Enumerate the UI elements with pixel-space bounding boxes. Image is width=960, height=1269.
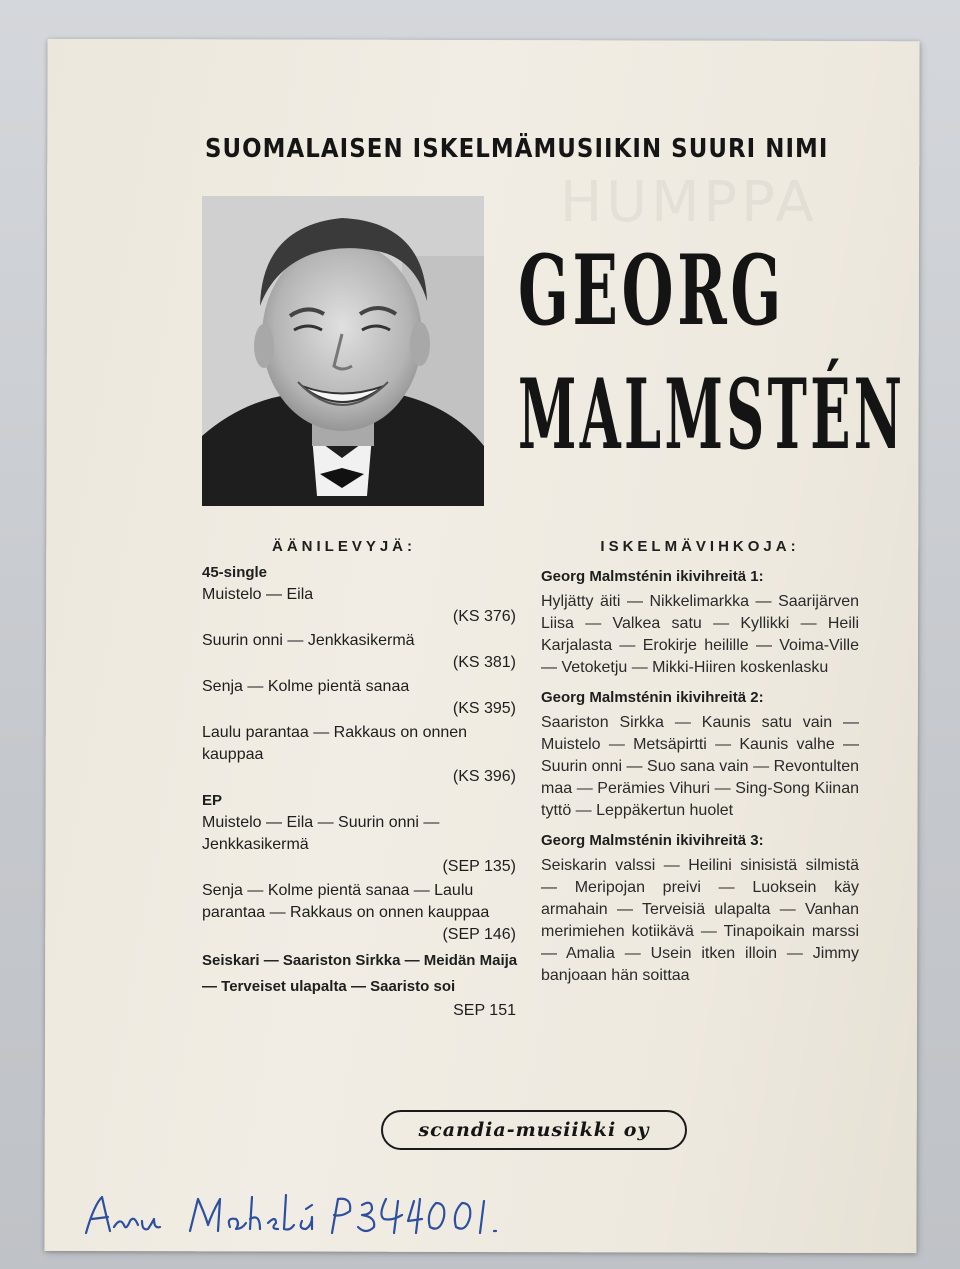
catalog-number: (SEP 146) — [442, 926, 516, 943]
songbook-song-list: Saariston Sirkka — Kaunis satu vain — Muistelo — Metsäpirtti — Kaunis valhe — Suurin onni — Suo sana vain — Revontulten maa — Perämies Vihuri — Sing-Song Kiinan tyttö — Leppäkertun huolet — [541, 714, 859, 819]
songbook-heading: Georg Malmsténin ikivihreitä 2: — [541, 689, 764, 706]
publisher-logo: scandia-musiikki oy — [381, 1110, 687, 1150]
record-item — [202, 584, 520, 628]
record-titles: Senja — Kolme pientä sanaa — [202, 678, 410, 695]
songbooks-title: ISKELMÄVIHKOJA: — [600, 538, 800, 555]
catalog-number: (SEP 135) — [442, 858, 516, 875]
record-item — [202, 948, 520, 1022]
catalog-number: (KS 395) — [452, 700, 516, 717]
songbook-heading: Georg Malmsténin ikivihreitä 3: — [541, 832, 764, 849]
artist-last-name: MALMSTÉN — [518, 358, 906, 471]
record-item — [202, 880, 520, 946]
record-item — [202, 676, 520, 720]
records-column — [202, 536, 520, 1024]
headline: SUOMALAISEN ISKELMÄMUSIIKIN SUURI NIMI — [205, 134, 829, 164]
songbooks-column — [541, 536, 859, 987]
catalog-number: (KS 396) — [452, 768, 516, 785]
record-titles: Laulu parantaa — Rakkaus on onnen kauppaa — [202, 724, 468, 763]
songbook-heading: Georg Malmsténin ikivihreitä 1: — [541, 568, 764, 585]
bleed-through-print: HUMPPA — [560, 170, 818, 235]
record-titles: Muistelo — Eila — Suurin onni — Jenkkasikermä — [202, 814, 440, 853]
record-titles: Suurin onni — Jenkkasikermä — [202, 632, 415, 649]
record-titles: Muistelo — Eila — [202, 586, 314, 603]
artist-first-name: GEORG — [518, 234, 785, 347]
catalog-number: SEP 151 — [453, 1002, 516, 1019]
record-item — [202, 722, 520, 788]
single-heading: 45-single — [202, 564, 268, 581]
songbook-song-list: Hyljätty äiti — Nikkelimarkka — Saarijärven Liisa — Valkea satu — Kyllikki — Heili Karjalasta — Erokirje heilille — Voima-Ville — Vetoketju — Mikki-Hiiren koskenlasku — [541, 593, 859, 676]
songbook-song-list: Seiskarin valssi — Heilini sinisistä silmistä — Meripojan preivi — Luoksein käy armahain — Terveisiä ulapalta — Vanhan merimiehen kotiikävä — Tinapoikain marssi — Amalia — Usein itken illoin — Jimmy banjoaan hän soittaa — [541, 857, 859, 984]
artist-portrait-photo — [202, 196, 484, 506]
record-titles: Seiskari — Saariston Sirkka — Meidän Maija — Terveiset ulapalta — Saaristo soi — [202, 952, 518, 995]
record-item — [202, 630, 520, 674]
records-title: ÄÄNILEVYJÄ: — [272, 538, 417, 555]
catalog-number: (KS 376) — [452, 608, 516, 625]
record-titles: Senja — Kolme pientä sanaa — Laulu parantaa — Rakkaus on onnen kauppaa — [202, 882, 490, 921]
catalog-number: (KS 381) — [452, 654, 516, 671]
portrait-illustration — [202, 196, 484, 506]
ep-heading: EP — [202, 792, 223, 809]
handwriting-text: Anu Mäkelä P834001. — [80, 1250, 100, 1252]
record-item — [202, 812, 520, 878]
handwritten-note-signature — [80, 1185, 520, 1255]
